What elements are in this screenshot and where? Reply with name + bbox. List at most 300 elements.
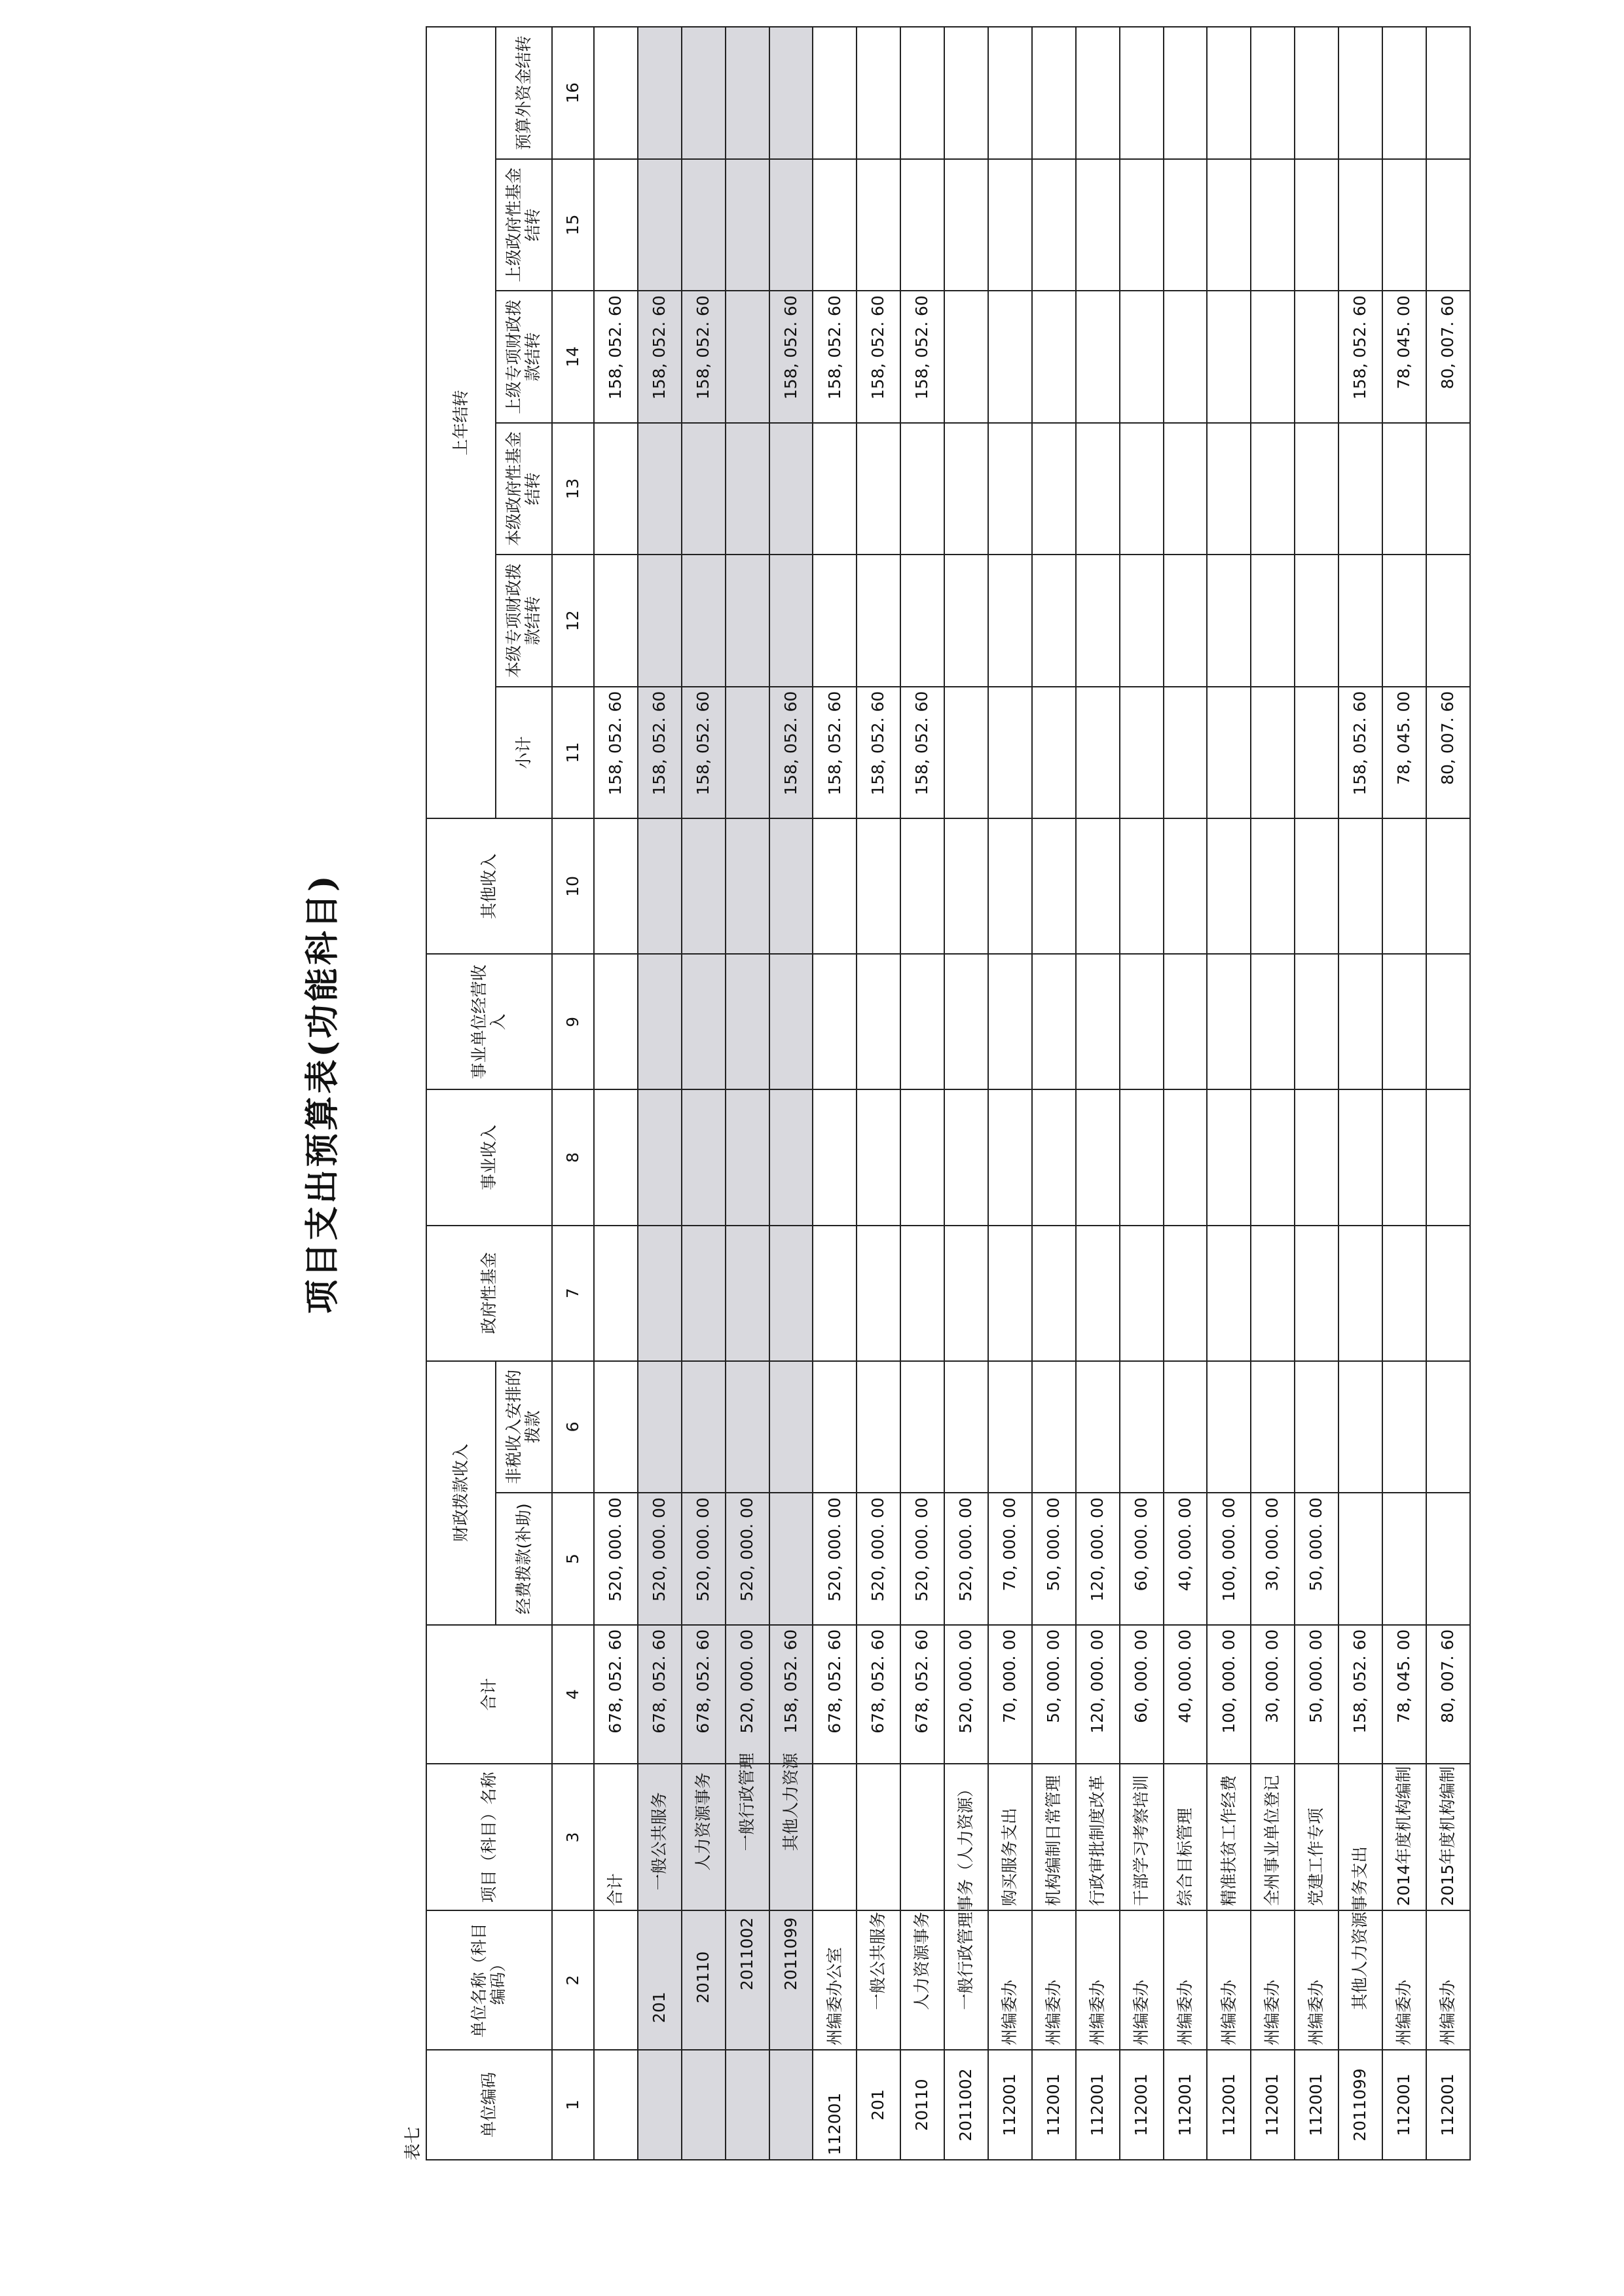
cell-col-2: 州编委办	[1120, 1910, 1164, 2050]
cell-col-11	[1120, 687, 1164, 819]
cell-col-14	[1076, 291, 1120, 423]
cell-col-5: 30, 000. 00	[1251, 1493, 1295, 1625]
empty-cell	[944, 159, 988, 291]
cell-col-4: 60, 000. 00	[1120, 1625, 1164, 1764]
empty-cell	[638, 423, 682, 555]
empty-cell	[769, 555, 813, 687]
header-business-income: 事业收入	[426, 1089, 552, 1225]
table-row	[1338, 27, 1382, 2160]
empty-cell	[1164, 954, 1208, 1089]
cell-col-5: 520, 000. 00	[682, 1493, 726, 1625]
empty-cell	[813, 159, 857, 291]
empty-cell	[1295, 954, 1338, 1089]
empty-cell	[857, 159, 900, 291]
empty-cell	[594, 1361, 638, 1493]
empty-cell	[1338, 159, 1382, 291]
cell-col-1	[594, 2050, 638, 2160]
cell-col-5	[1426, 1493, 1470, 1625]
cell-col-5: 60, 000. 00	[1120, 1493, 1164, 1625]
empty-cell	[1338, 1226, 1382, 1361]
cell-col-5: 50, 000. 00	[1295, 1493, 1338, 1625]
empty-cell	[1251, 1089, 1295, 1225]
cell-col-11	[944, 687, 988, 819]
empty-cell	[813, 1089, 857, 1225]
empty-cell	[1295, 818, 1338, 954]
cell-col-3: 全州事业单位登记	[1251, 1764, 1295, 1910]
cell-col-3: 一般公共服务	[638, 1764, 682, 1910]
cell-col-1	[682, 2050, 726, 2160]
cell-col-11	[1251, 687, 1295, 819]
empty-cell	[682, 1361, 726, 1493]
table-row	[1426, 27, 1470, 2160]
empty-cell	[1207, 818, 1251, 954]
empty-cell	[682, 1226, 726, 1361]
empty-cell	[682, 159, 726, 291]
header-gov-fund: 政府性基金	[426, 1226, 552, 1361]
cell-col-11	[1295, 687, 1338, 819]
empty-cell	[769, 159, 813, 291]
empty-cell	[1120, 954, 1164, 1089]
cell-col-4: 678, 052. 60	[900, 1625, 944, 1764]
cell-col-4: 158, 052. 60	[1338, 1625, 1382, 1764]
cell-col-3: 购买服务支出	[988, 1764, 1032, 1910]
empty-cell	[682, 555, 726, 687]
header-upper-gov-fund: 上级政府性基金结转	[496, 159, 552, 291]
empty-cell	[900, 27, 944, 159]
col-number: 5	[552, 1493, 594, 1625]
empty-cell	[813, 1361, 857, 1493]
empty-cell	[857, 1361, 900, 1493]
empty-cell	[1295, 27, 1338, 159]
page-title: 项目支出预算表(功能科目)	[303, 873, 342, 1314]
cell-col-14	[1251, 291, 1295, 423]
empty-cell	[638, 818, 682, 954]
empty-cell	[726, 159, 769, 291]
empty-cell	[1032, 818, 1076, 954]
header-carryover-group: 上年结转	[426, 27, 496, 818]
cell-col-3	[857, 1764, 900, 1910]
empty-cell	[944, 27, 988, 159]
empty-cell	[1382, 818, 1426, 954]
empty-cell	[900, 555, 944, 687]
empty-cell	[1076, 159, 1120, 291]
cell-col-3: 党建工作专项	[1295, 1764, 1338, 1910]
cell-col-5: 520, 000. 00	[944, 1493, 988, 1625]
empty-cell	[1032, 1361, 1076, 1493]
cell-col-2: 2011099	[769, 1910, 813, 2050]
budget-table	[426, 26, 1471, 2160]
cell-col-2: 州编委办	[1295, 1910, 1338, 2050]
empty-cell	[1207, 27, 1251, 159]
header-total: 合计	[426, 1625, 552, 1764]
cell-col-11: 158, 052. 60	[857, 687, 900, 819]
empty-cell	[857, 818, 900, 954]
cell-col-5: 120, 000. 00	[1076, 1493, 1120, 1625]
cell-col-11: 78, 045. 00	[1382, 687, 1426, 819]
empty-cell	[813, 27, 857, 159]
empty-cell	[769, 818, 813, 954]
cell-col-2: 州编委办	[988, 1910, 1032, 2050]
empty-cell	[594, 27, 638, 159]
empty-cell	[682, 423, 726, 555]
empty-cell	[1120, 555, 1164, 687]
empty-cell	[1295, 1089, 1338, 1225]
cell-col-11: 158, 052. 60	[594, 687, 638, 819]
empty-cell	[1076, 1226, 1120, 1361]
cell-col-1: 112001	[1032, 2050, 1076, 2160]
header-off-budget: 预算外资金结转	[496, 27, 552, 159]
header-other-income: 其他收入	[426, 818, 552, 954]
cell-col-4: 678, 052. 60	[682, 1625, 726, 1764]
cell-col-2: 州编委办	[1164, 1910, 1208, 2050]
cell-col-2: 州编委办	[1076, 1910, 1120, 2050]
empty-cell	[682, 954, 726, 1089]
cell-col-4: 40, 000. 00	[1164, 1625, 1208, 1764]
cell-col-1: 112001	[1207, 2050, 1251, 2160]
col-number: 6	[552, 1361, 594, 1493]
empty-cell	[1295, 1226, 1338, 1361]
cell-col-14	[1120, 291, 1164, 423]
cell-col-3: 一般行政管理	[726, 1764, 769, 1910]
cell-col-1: 112001	[1426, 2050, 1470, 2160]
empty-cell	[1076, 1089, 1120, 1225]
empty-cell	[1426, 1226, 1470, 1361]
empty-cell	[1032, 159, 1076, 291]
col-number: 11	[552, 687, 594, 819]
empty-cell	[944, 555, 988, 687]
empty-cell	[988, 159, 1032, 291]
empty-cell	[1032, 954, 1076, 1089]
empty-cell	[638, 1361, 682, 1493]
cell-col-1	[638, 2050, 682, 2160]
empty-cell	[1295, 555, 1338, 687]
empty-cell	[638, 555, 682, 687]
empty-cell	[1032, 1089, 1076, 1225]
empty-cell	[1076, 818, 1120, 954]
cell-col-11: 158, 052. 60	[813, 687, 857, 819]
cell-col-1: 112001	[1295, 2050, 1338, 2160]
empty-cell	[857, 1226, 900, 1361]
col-number: 4	[552, 1625, 594, 1764]
cell-col-14: 78, 045. 00	[1382, 291, 1426, 423]
col-number: 9	[552, 954, 594, 1089]
cell-col-2: 州编委办	[1207, 1910, 1251, 2050]
empty-cell	[1207, 1226, 1251, 1361]
empty-cell	[988, 1361, 1032, 1493]
table-row	[1207, 27, 1251, 2160]
empty-cell	[857, 954, 900, 1089]
empty-cell	[1382, 159, 1426, 291]
empty-cell	[638, 954, 682, 1089]
cell-col-5	[1338, 1493, 1382, 1625]
cell-col-14: 158, 052. 60	[769, 291, 813, 423]
cell-col-4: 520, 000. 00	[944, 1625, 988, 1764]
empty-cell	[1426, 1361, 1470, 1493]
empty-cell	[1207, 1089, 1251, 1225]
empty-cell	[1382, 27, 1426, 159]
cell-col-2	[594, 1910, 638, 2050]
empty-cell	[1295, 1361, 1338, 1493]
cell-col-5: 70, 000. 00	[988, 1493, 1032, 1625]
empty-cell	[594, 159, 638, 291]
empty-cell	[1382, 1089, 1426, 1225]
empty-cell	[1164, 555, 1208, 687]
empty-cell	[769, 954, 813, 1089]
table-row	[726, 27, 769, 2160]
cell-col-14	[1032, 291, 1076, 423]
empty-cell	[1426, 159, 1470, 291]
empty-cell	[726, 555, 769, 687]
empty-cell	[1251, 1361, 1295, 1493]
empty-cell	[1032, 27, 1076, 159]
empty-cell	[1338, 1089, 1382, 1225]
cell-col-1: 112001	[813, 2050, 857, 2160]
empty-cell	[1295, 159, 1338, 291]
header-upper-special: 上级专项财政拨款结转	[496, 291, 552, 423]
cell-col-14: 158, 052. 60	[1338, 291, 1382, 423]
empty-cell	[1076, 27, 1120, 159]
empty-cell	[988, 1226, 1032, 1361]
empty-cell	[900, 1361, 944, 1493]
table-row	[1164, 27, 1208, 2160]
empty-cell	[594, 818, 638, 954]
cell-col-5	[1382, 1493, 1426, 1625]
cell-col-2: 州编委办	[1032, 1910, 1076, 2050]
empty-cell	[769, 1361, 813, 1493]
empty-cell	[1426, 423, 1470, 555]
empty-cell	[857, 423, 900, 555]
empty-cell	[813, 954, 857, 1089]
empty-cell	[638, 27, 682, 159]
cell-col-2: 人力资源事务	[900, 1910, 944, 2050]
cell-col-11: 158, 052. 60	[638, 687, 682, 819]
empty-cell	[1426, 954, 1470, 1089]
col-number: 8	[552, 1089, 594, 1225]
cell-col-14: 158, 052. 60	[638, 291, 682, 423]
cell-col-14	[1207, 291, 1251, 423]
cell-col-14: 158, 052. 60	[900, 291, 944, 423]
header-fiscal-funding: 经费拨款(补助)	[496, 1493, 552, 1625]
cell-col-5: 520, 000. 00	[857, 1493, 900, 1625]
empty-cell	[1382, 423, 1426, 555]
empty-cell	[1338, 954, 1382, 1089]
empty-cell	[1382, 954, 1426, 1089]
cell-col-11	[1076, 687, 1120, 819]
empty-cell	[1076, 423, 1120, 555]
cell-col-5: 520, 000. 00	[638, 1493, 682, 1625]
empty-cell	[769, 423, 813, 555]
empty-cell	[1426, 1089, 1470, 1225]
cell-col-4: 78, 045. 00	[1382, 1625, 1426, 1764]
empty-cell	[726, 818, 769, 954]
header-fiscal-group: 财政拨款收入	[426, 1361, 496, 1625]
cell-col-2: 2011002	[726, 1910, 769, 2050]
empty-cell	[1076, 555, 1120, 687]
cell-col-5: 520, 000. 00	[813, 1493, 857, 1625]
table-row	[813, 27, 857, 2160]
empty-cell	[900, 818, 944, 954]
cell-col-4: 678, 052. 60	[813, 1625, 857, 1764]
header-subtotal: 小计	[496, 687, 552, 819]
cell-col-4: 50, 000. 00	[1032, 1625, 1076, 1764]
header-unit-name: 单位名称（科目编码）	[426, 1910, 552, 2050]
empty-cell	[1251, 423, 1295, 555]
empty-cell	[1164, 818, 1208, 954]
table-row	[944, 27, 988, 2160]
cell-col-5: 520, 000. 00	[726, 1493, 769, 1625]
cell-col-5: 520, 000. 00	[900, 1493, 944, 1625]
cell-col-11: 158, 052. 60	[900, 687, 944, 819]
empty-cell	[1338, 818, 1382, 954]
empty-cell	[988, 1089, 1032, 1225]
cell-col-2: 一般行政管理事务（人力资源）	[944, 1910, 988, 2050]
cell-col-4: 70, 000. 00	[988, 1625, 1032, 1764]
cell-col-1: 112001	[1382, 2050, 1426, 2160]
cell-col-3: 机构编制日常管理	[1032, 1764, 1076, 1910]
cell-col-3: 其他人力资源	[769, 1764, 813, 1910]
empty-cell	[857, 555, 900, 687]
cell-col-14: 158, 052. 60	[857, 291, 900, 423]
table-row	[857, 27, 900, 2160]
col-number: 7	[552, 1226, 594, 1361]
empty-cell	[900, 159, 944, 291]
empty-cell	[638, 159, 682, 291]
cell-col-11	[726, 687, 769, 819]
empty-cell	[988, 555, 1032, 687]
cell-col-11	[988, 687, 1032, 819]
cell-col-2: 州编委办	[1251, 1910, 1295, 2050]
empty-cell	[1032, 555, 1076, 687]
empty-cell	[1338, 1361, 1382, 1493]
empty-cell	[1207, 954, 1251, 1089]
cell-col-14	[726, 291, 769, 423]
empty-cell	[682, 27, 726, 159]
empty-cell	[594, 423, 638, 555]
empty-cell	[1251, 27, 1295, 159]
empty-cell	[1251, 159, 1295, 291]
empty-cell	[813, 1226, 857, 1361]
cell-col-5	[769, 1493, 813, 1625]
cell-col-3: 2014年度机构编制	[1382, 1764, 1426, 1910]
cell-col-1: 112001	[988, 2050, 1032, 2160]
cell-col-1	[769, 2050, 813, 2160]
table-row	[1120, 27, 1164, 2160]
empty-cell	[594, 1089, 638, 1225]
empty-cell	[1076, 1361, 1120, 1493]
header-non-tax: 非税收入安排的拨款	[496, 1361, 552, 1493]
cell-col-2: 州编委办公室	[813, 1910, 857, 2050]
empty-cell	[813, 423, 857, 555]
table-row	[769, 27, 813, 2160]
cell-col-14: 158, 052. 60	[813, 291, 857, 423]
empty-cell	[1251, 818, 1295, 954]
cell-col-5: 50, 000. 00	[1032, 1493, 1076, 1625]
table-row	[1251, 27, 1295, 2160]
empty-cell	[813, 555, 857, 687]
empty-cell	[1338, 27, 1382, 159]
col-number: 14	[552, 291, 594, 423]
empty-cell	[1382, 1361, 1426, 1493]
cell-col-4: 80, 007. 60	[1426, 1625, 1470, 1764]
empty-cell	[769, 1226, 813, 1361]
empty-cell	[944, 1089, 988, 1225]
header-local-gov-fund: 本级政府性基金结转	[496, 423, 552, 555]
col-number: 15	[552, 159, 594, 291]
cell-col-3: 行政审批制度改革	[1076, 1764, 1120, 1910]
empty-cell	[769, 27, 813, 159]
cell-col-3: 人力资源事务	[682, 1764, 726, 1910]
empty-cell	[594, 555, 638, 687]
empty-cell	[900, 1226, 944, 1361]
empty-cell	[638, 1089, 682, 1225]
cell-col-4: 100, 000. 00	[1207, 1625, 1251, 1764]
empty-cell	[1120, 423, 1164, 555]
cell-col-1: 112001	[1164, 2050, 1208, 2160]
cell-col-14	[1295, 291, 1338, 423]
cell-col-5: 40, 000. 00	[1164, 1493, 1208, 1625]
table-row	[1076, 27, 1120, 2160]
col-number: 10	[552, 818, 594, 954]
empty-cell	[944, 1361, 988, 1493]
empty-cell	[1120, 27, 1164, 159]
cell-col-3: 干部学习考察培训	[1120, 1764, 1164, 1910]
empty-cell	[1076, 954, 1120, 1089]
empty-cell	[1207, 423, 1251, 555]
table-row	[1032, 27, 1076, 2160]
col-number: 12	[552, 555, 594, 687]
table-row	[638, 27, 682, 2160]
cell-col-3: 精准扶贫工作经费	[1207, 1764, 1251, 1910]
empty-cell	[988, 818, 1032, 954]
empty-cell	[813, 818, 857, 954]
cell-col-2: 一般公共服务	[857, 1910, 900, 2050]
header-project-name: 项目（科目）名称	[426, 1764, 552, 1910]
empty-cell	[857, 27, 900, 159]
cell-col-14: 158, 052. 60	[594, 291, 638, 423]
cell-col-3	[900, 1764, 944, 1910]
empty-cell	[594, 1226, 638, 1361]
empty-cell	[682, 818, 726, 954]
empty-cell	[726, 954, 769, 1089]
empty-cell	[944, 1226, 988, 1361]
cell-col-4: 520, 000. 00	[726, 1625, 769, 1764]
cell-col-1: 112001	[1120, 2050, 1164, 2160]
empty-cell	[1164, 159, 1208, 291]
cell-col-11: 158, 052. 60	[1338, 687, 1382, 819]
table-row	[594, 27, 638, 2160]
cell-col-4: 30, 000. 00	[1251, 1625, 1295, 1764]
empty-cell	[900, 954, 944, 1089]
empty-cell	[1032, 1226, 1076, 1361]
cell-col-4: 678, 052. 60	[594, 1625, 638, 1764]
empty-cell	[1251, 954, 1295, 1089]
cell-col-4: 158, 052. 60	[769, 1625, 813, 1764]
header-unit-code: 单位编码	[426, 2050, 552, 2160]
empty-cell	[594, 954, 638, 1089]
cell-col-11: 158, 052. 60	[769, 687, 813, 819]
cell-col-11: 80, 007. 60	[1426, 687, 1470, 819]
empty-cell	[726, 1226, 769, 1361]
cell-col-5: 520, 000. 00	[594, 1493, 638, 1625]
cell-col-1: 112001	[1251, 2050, 1295, 2160]
cell-col-14: 158, 052. 60	[682, 291, 726, 423]
empty-cell	[1120, 1361, 1164, 1493]
cell-col-14: 80, 007. 60	[1426, 291, 1470, 423]
empty-cell	[944, 423, 988, 555]
empty-cell	[1207, 159, 1251, 291]
empty-cell	[1251, 1226, 1295, 1361]
header-operating-income: 事业单位经营收入	[426, 954, 552, 1089]
